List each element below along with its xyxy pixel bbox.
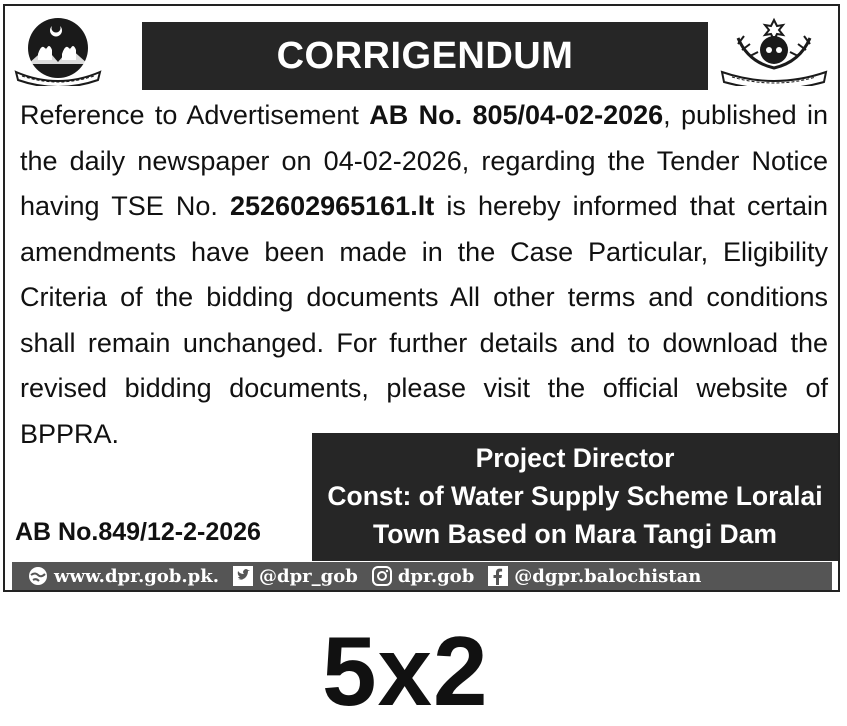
signatory-project-line-2: Town Based on Mara Tangi Dam [373, 519, 777, 549]
reference-ab-number: AB No. 805/04-02-2026 [369, 100, 664, 130]
instagram-item[interactable] [372, 566, 474, 587]
website-item[interactable] [28, 566, 219, 587]
dgpr-emblem-logo [718, 14, 830, 86]
instagram-icon [372, 566, 392, 586]
instagram-handle[interactable]: dpr.gob [397, 565, 475, 587]
globe-icon [28, 566, 48, 586]
facebook-icon [488, 566, 508, 586]
notice-body [20, 93, 828, 457]
twitter-icon [233, 566, 253, 586]
contact-footer-bar [12, 562, 832, 590]
ab-number-label: AB No.849/12-2-2026 [15, 518, 261, 546]
signature-block [312, 433, 838, 561]
facebook-handle[interactable]: @dgpr.balochistan [514, 565, 702, 587]
tse-number: 252602965161.lt [230, 191, 435, 221]
twitter-handle[interactable]: @dpr_gob [258, 565, 358, 587]
website-link[interactable]: www.dpr.gob.pk. [54, 565, 219, 587]
signatory-project-line-1: Const: of Water Supply Scheme Loralai [327, 481, 823, 511]
ad-size-label: 5x2 [322, 616, 489, 726]
corrigendum-title-banner [142, 22, 708, 90]
notice-text-part-3: is hereby informed that certain amendments have been made in the Case Particular, Eligibility Criteria of the bidding documents All other terms and conditions shall remain unchanged. For further details and to download the revised bidding documents, please visit the official website of BPPRA. [20, 191, 829, 449]
page-title: CORRIGENDUM [276, 34, 574, 77]
notice-text-part-1: Reference to Advertisement [20, 100, 370, 130]
signatory-title: Project Director [475, 443, 675, 473]
notice-text-part-2: , published in the daily newspaper on 04-02-2026, regarding the Tender Notice having TSE No. [20, 100, 828, 221]
facebook-item[interactable] [488, 566, 701, 587]
twitter-item[interactable] [233, 566, 358, 587]
government-emblem-logo [12, 14, 104, 86]
